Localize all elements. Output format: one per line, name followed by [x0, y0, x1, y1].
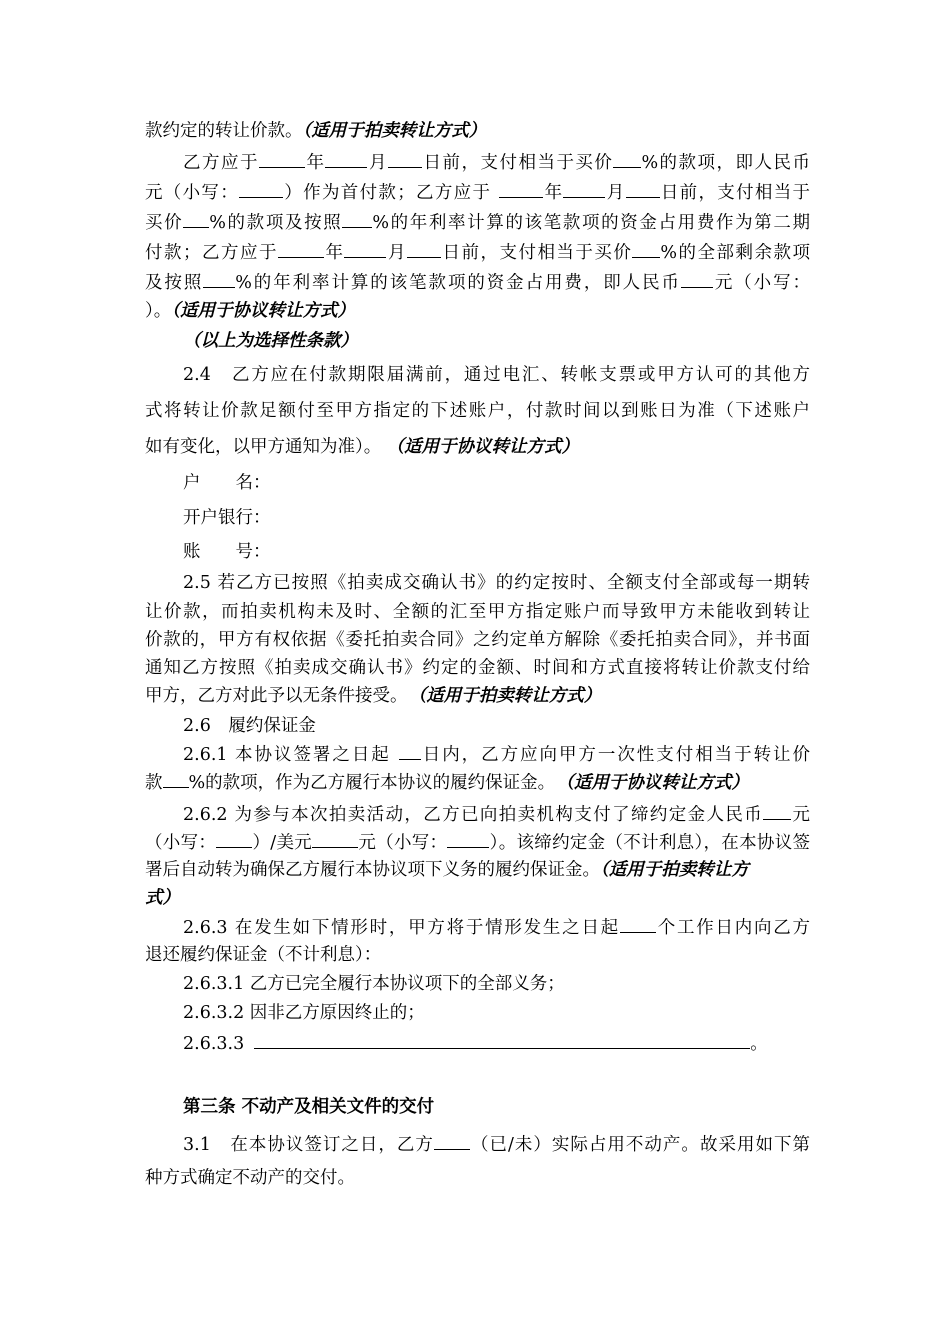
text-line: 款约定的转让价款。（适用于拍卖转让方式）: [145, 121, 487, 141]
fill-blank[interactable]: [681, 269, 713, 288]
fill-blank[interactable]: [399, 741, 421, 760]
fill-blank[interactable]: [499, 179, 543, 198]
fill-blank[interactable]: [620, 914, 656, 933]
fill-blank[interactable]: [163, 769, 189, 788]
fill-blank[interactable]: [183, 209, 209, 228]
text-line: （小写： ）/美元 元（小写： ）。该缔约定金（不计利息），在本协议签: [145, 829, 810, 853]
applicability-note: （适用于协议转让方式）: [565, 773, 749, 793]
clause-3-1: 3.1 在本协议签订之日，乙方 （已/未）实际占用不动产。故采用如下第: [183, 1131, 810, 1155]
applicability-note: （适用于拍卖转让方式）: [302, 121, 487, 141]
clause-2-6-heading: 2.6 履约保证金: [183, 716, 316, 736]
fill-blank[interactable]: [763, 801, 791, 820]
text-line: ）。（适用于协议转让方式）: [145, 301, 355, 321]
clause-2-6-3: 2.6.3 在发生如下情形时，甲方将于情形发生之日起 个工作日内向乙方: [183, 914, 810, 938]
text-line: 种方式确定不动产的交付。: [145, 1168, 355, 1188]
bank-label: 开户银行：: [183, 508, 271, 528]
applicability-note: （适用于拍卖转让方式）: [417, 686, 602, 706]
fill-blank[interactable]: [254, 1030, 750, 1049]
clause-2-6-2: 2.6.2 为参与本次拍卖活动，乙方已向拍卖机构支付了缔约定金人民币 元: [183, 801, 810, 825]
account-number-label: 账 号：: [183, 542, 271, 562]
text-line: [145, 886, 810, 910]
text-line: 乙方应于 年 月 日前，支付相当于买价 %的款项，即人民币: [183, 149, 810, 173]
fill-blank[interactable]: [388, 149, 422, 168]
applicability-note: （适用于协议转让方式）: [395, 437, 579, 457]
text-line: 式将转让价款足额付至甲方指定的下述账户，付款时间以到账日为准（下述账户: [145, 401, 810, 421]
fill-blank[interactable]: [259, 149, 305, 168]
fill-blank[interactable]: [447, 829, 489, 848]
clause-2-6-3-2: 2.6.3.2 因非乙方原因终止的；: [183, 1003, 425, 1023]
fill-blank[interactable]: [626, 179, 660, 198]
fill-blank[interactable]: [203, 269, 235, 288]
applicability-note: （适用于协议转让方式）: [171, 301, 355, 321]
text-line: 通知乙方按照《拍卖成交确认书》约定的金额、时间和方式直接将转让价款支付给: [145, 658, 810, 678]
fill-blank[interactable]: [434, 1131, 470, 1150]
clause-2-6-1: 2.6.1 本协议签署之日起 日内，乙方应向甲方一次性支付相当于转让价: [183, 741, 810, 765]
text-line: 署后自动转为确保乙方履行本协议项下义务的履约保证金。（适用于拍卖转让方: [145, 860, 749, 880]
fill-blank[interactable]: [312, 829, 358, 848]
text-line: 买价 %的款项及按照 %的年利率计算的该笔款项的资金占用费作为第二期: [145, 209, 810, 233]
fill-blank[interactable]: [278, 239, 324, 258]
fill-blank[interactable]: [632, 239, 660, 258]
text-line: 价款的，甲方有权依据《委托拍卖合同》之约定单方解除《委托拍卖合同》，并书面: [145, 630, 810, 650]
clause-2-6-3-3: 2.6.3.3 。: [183, 1030, 950, 1054]
text-line: 及按照 %的年利率计算的该笔款项的资金占用费，即人民币 元（小写：: [145, 269, 810, 293]
fill-blank[interactable]: [344, 239, 386, 258]
optional-clause-note: （以上为选择性条款）: [183, 331, 358, 351]
applicability-note: （适用于拍卖转让方: [600, 860, 749, 880]
fill-blank[interactable]: [325, 149, 367, 168]
text-line: 付款；乙方应于 年 月 日前，支付相当于买价 %的全部剩余款项: [145, 239, 810, 263]
clause-2-6-3-1: 2.6.3.1 乙方已完全履行本协议项下的全部义务；: [183, 974, 565, 994]
account-name-label: 户 名：: [183, 473, 271, 493]
text-line: 让价款，而拍卖机构未及时、全额的汇至甲方指定账户而导致甲方未能收到转让: [145, 602, 810, 622]
fill-blank[interactable]: [407, 239, 441, 258]
fill-blank[interactable]: [613, 149, 641, 168]
text-line: 甲方，乙方对此予以无条件接受。 （适用于拍卖转让方式）: [145, 686, 602, 706]
article-3-heading: 第三条 不动产及相关文件的交付: [183, 1097, 435, 1117]
fill-blank[interactable]: [216, 829, 252, 848]
fill-blank[interactable]: [239, 179, 283, 198]
clause-2-4: 2.4 乙方应在付款期限届满前，通过电汇、转帐支票或甲方认可的其他方: [183, 365, 810, 385]
text-line: 元（小写： ）作为首付款；乙方应于 年 月 日前，支付相当于: [145, 179, 810, 203]
text-line: 退还履约保证金（不计利息）：: [145, 945, 382, 965]
clause-2-5: 2.5 若乙方已按照《拍卖成交确认书》的约定按时、全额支付全部或每一期转: [183, 573, 810, 593]
text-line: 如有变化，以甲方通知为准）。 （适用于协议转让方式）: [145, 437, 579, 457]
fill-blank[interactable]: [563, 179, 605, 198]
fill-blank[interactable]: [342, 209, 372, 228]
applicability-note: 式）: [145, 888, 180, 908]
text-line: 款 %的款项，作为乙方履行本协议的履约保证金。 （适用于协议转让方式）: [145, 769, 810, 793]
